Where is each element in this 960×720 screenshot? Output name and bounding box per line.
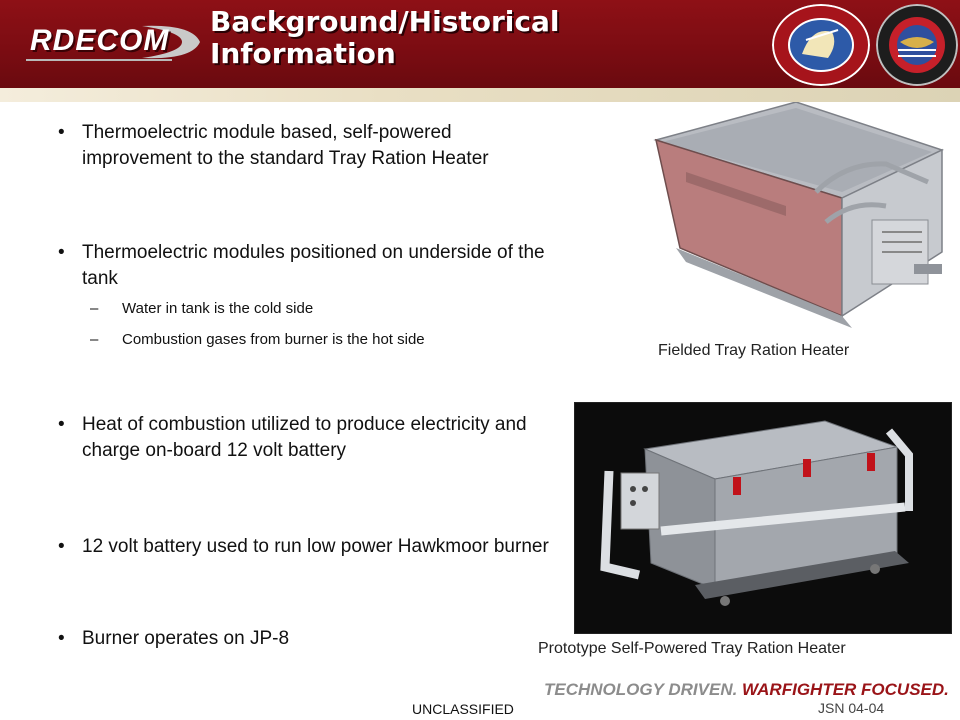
header-underline bbox=[0, 88, 960, 102]
fielded-heater-illustration bbox=[646, 102, 944, 336]
bullet-text: 12 volt battery used to run low power Hawkmoor burner bbox=[82, 536, 549, 557]
bullet-text: Burner operates on JP-8 bbox=[82, 628, 290, 649]
prototype-heater-caption: Prototype Self-Powered Tray Ration Heater bbox=[538, 640, 846, 657]
product-manager-seal-icon bbox=[876, 4, 958, 86]
fielded-heater-photo bbox=[646, 102, 944, 336]
bullet-marker: • bbox=[58, 414, 65, 435]
rdecom-logo-text: RDECOM bbox=[30, 24, 170, 57]
footer-tagline bbox=[544, 680, 949, 700]
slide-title-line2: Information bbox=[210, 37, 396, 70]
sub-bullet-text: Combustion gases from burner is the hot side bbox=[122, 331, 425, 348]
document-id: JSN 04-04 bbox=[818, 700, 885, 716]
bullet-marker: • bbox=[58, 536, 65, 557]
bullet-marker: • bbox=[58, 628, 65, 649]
tagline-part1: TECHNOLOGY DRIVEN. bbox=[544, 680, 738, 699]
sub-bullet-marker: – bbox=[90, 331, 99, 348]
bullet-marker: • bbox=[58, 242, 65, 263]
slide-title-line1: Background/Historical bbox=[210, 5, 560, 38]
sub-bullet-marker: – bbox=[90, 300, 99, 317]
bullet-marker: • bbox=[58, 122, 65, 143]
tagline-part2: WARFIGHTER FOCUSED. bbox=[737, 680, 949, 699]
bullet-text: Thermoelectric module based, self-powered improvement to the standard Tray Ration Heater bbox=[82, 122, 489, 169]
prototype-heater-photo bbox=[574, 402, 952, 634]
bullet-text: Thermoelectric modules positioned on underside of the tank bbox=[82, 242, 545, 289]
prototype-heater-illustration bbox=[575, 403, 951, 633]
fielded-heater-caption: Fielded Tray Ration Heater bbox=[658, 342, 850, 359]
slide-title bbox=[210, 6, 610, 70]
bullet-text: Heat of combustion utilized to produce electricity and charge on-board 12 volt battery bbox=[82, 414, 527, 461]
us-army-natick-seal-icon bbox=[772, 4, 870, 86]
classification-label: UNCLASSIFIED bbox=[412, 701, 514, 717]
sub-bullet-text: Water in tank is the cold side bbox=[122, 300, 314, 317]
rdecom-logo bbox=[22, 20, 202, 64]
